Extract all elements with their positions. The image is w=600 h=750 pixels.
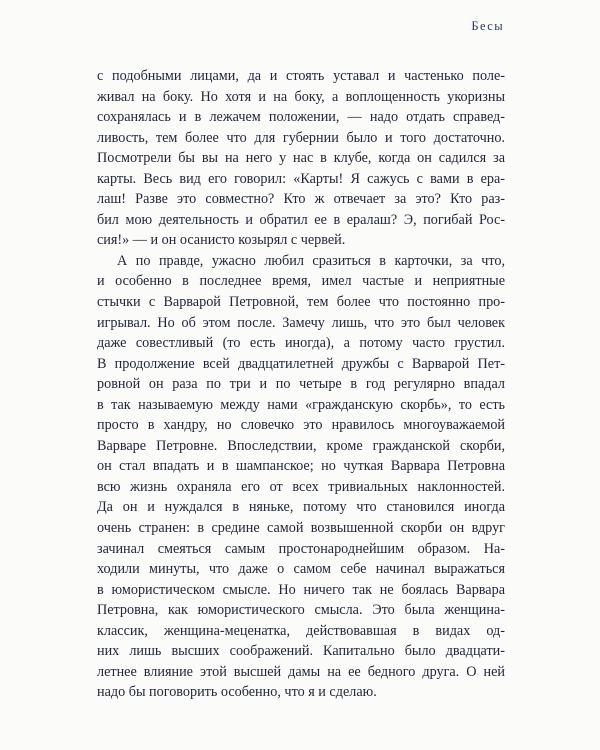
- text-line: и особенно в последнее время, имел частые и неприятные: [97, 273, 505, 290]
- text-line: живал на боку. Но хотя и на боку, а воплощенность укоризны: [97, 88, 505, 105]
- text-line: А по правде, ужасно любил сразиться в карточки, за что,: [117, 252, 505, 269]
- paragraph: [97, 66, 505, 251]
- text-line: в юмористическом смысле. Но ничего так не боялась Варвара: [97, 581, 505, 598]
- running-title: Бесы: [471, 19, 504, 33]
- text-line: игрывал. Но об этом после. Замечу лишь, что это был человек: [97, 314, 505, 331]
- text-line: с подобными лицами, да и стоять уставал и частенько поле-: [97, 68, 505, 84]
- text-line: бил мою деятельность и обратил ее в ералаш? Э, погибай Рос-: [97, 211, 505, 228]
- text-line: карты. Весь вид его говорил: «Карты! Я сажусь с вами в ера-: [97, 170, 505, 187]
- page-body: [97, 66, 505, 703]
- text-line: летнее влияние этой высшей дамы на ее бедного друга. О ней: [97, 663, 505, 680]
- text-line: Посмотрели бы вы на него у нас в клубе, когда он садился за: [97, 150, 505, 167]
- text-line: Петровна, как юмористического смысла. Это была женщина-: [97, 602, 505, 619]
- text-line: классик, женщина-меценатка, действовавшая в видах од-: [97, 622, 505, 639]
- text-line: ходили минуты, что даже о самом себе начинал выражаться: [97, 561, 505, 578]
- text-line: в так называемую между нами «гражданскую скорбь», то есть: [97, 396, 505, 413]
- text-line: надо бы поговорить особенно, что я и сделаю.: [97, 684, 377, 701]
- text-line: них лишь высших соображений. Капитально было двадцати-: [97, 643, 505, 660]
- text-line: просто в хандру, но словечко это нравилось многоуважаемой: [97, 417, 505, 434]
- paragraph: [97, 251, 505, 703]
- text-line: зачинал смеяться самым простонароднейшим образом. На-: [97, 540, 505, 557]
- text-line: Варваре Петровне. Впоследствии, кроме гражданской скорби,: [97, 437, 505, 454]
- text-line: ливость, тем более что для губернии было и того достаточно.: [97, 129, 505, 146]
- text-line: ровной он раза по три и по четыре в год регулярно впадал: [97, 376, 505, 393]
- text-line: он стал впадать и в шампанское; но чуткая Варвара Петровна: [97, 458, 505, 475]
- text-line: Да он и нуждался в няньке, потому что становился иногда: [97, 499, 505, 516]
- text-line: всю жизнь охраняла его от всех тривиальных наклонностей.: [97, 478, 505, 495]
- text-line: сохранялась и в лежачем положении, — надо отдать справед-: [97, 109, 505, 126]
- text-line: стычки с Варварой Петровной, тем более что постоянно про-: [97, 294, 505, 311]
- text-line: даже совестливый (то есть иногда), а потому часто грустил.: [97, 335, 505, 352]
- text-line: В продолжение всей двадцатилетней дружбы с Варварой Пет-: [97, 355, 505, 372]
- text-line: лаш! Разве это совместно? Кто ж отвечает за это? Кто раз-: [97, 191, 505, 208]
- text-line: очень странен: в средине самой возвышенной скорби он вдруг: [97, 520, 505, 537]
- text-line: сия!» — и он осанисто козырял с червей.: [97, 232, 346, 249]
